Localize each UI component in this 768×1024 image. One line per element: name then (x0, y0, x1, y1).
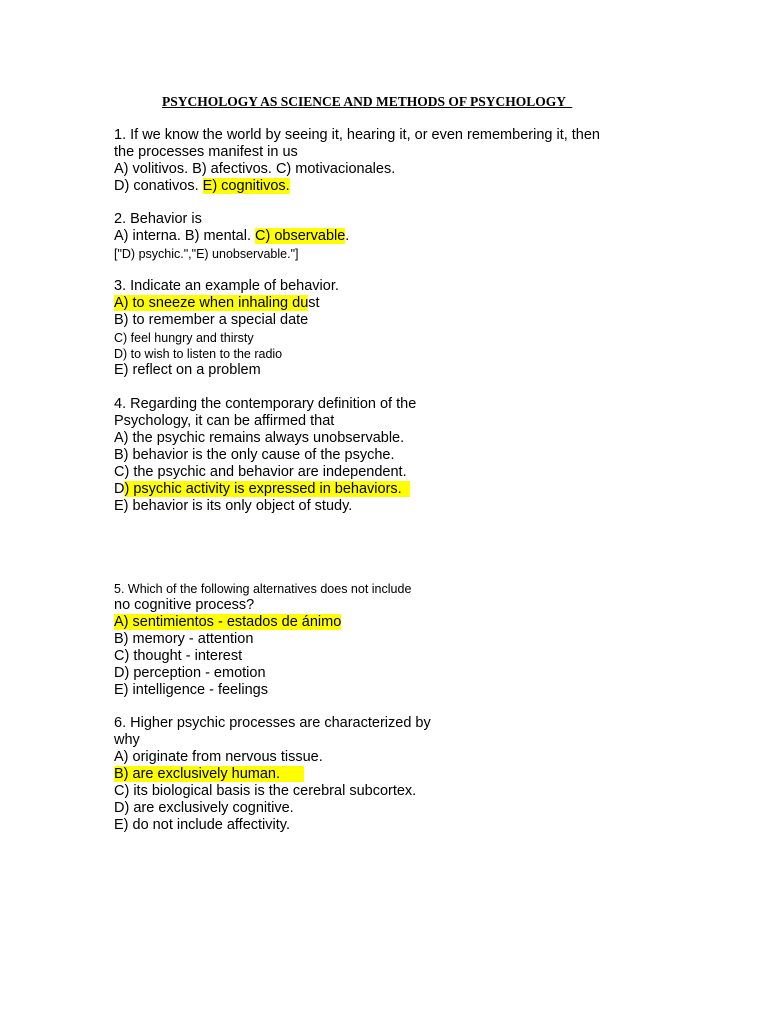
question-4-option-d-letter: D (114, 481, 125, 497)
question-4-option-b: B) behavior is the only cause of the psyche. (114, 447, 395, 463)
question-4-answer-line (114, 481, 410, 498)
question-4-option-c: C) the psychic and behavior are independent. (114, 464, 407, 480)
question-4-option-e: E) behavior is its only object of study. (114, 498, 353, 514)
question-6-stem-line-1: 6. Higher psychic processes are characterized by (114, 715, 431, 731)
question-2-highlighted-answer: C) observable (255, 228, 346, 244)
question-2-extra-options: ["D) psychic.","E) unobservable."] (114, 247, 299, 261)
question-1-options-line: A) volitivos. B) afectivos. C) motivacionales. (114, 161, 396, 177)
question-6-stem-line-2: why (114, 732, 140, 748)
question-4-option-a: A) the psychic remains always unobservable. (114, 430, 405, 446)
question-3-answer-rest: st (308, 295, 320, 311)
question-6-option-c: C) its biological basis is the cerebral subcortex. (114, 783, 417, 799)
question-2-stem: 2. Behavior is (114, 211, 202, 227)
question-6-answer-line (114, 766, 304, 783)
question-3-answer-line (114, 295, 320, 312)
document-title (162, 94, 572, 110)
question-1-stem-line-2: the processes manifest in us (114, 144, 298, 160)
question-6-option-e: E) do not include affectivity. (114, 817, 290, 833)
question-6-option-a: A) originate from nervous tissue. (114, 749, 323, 765)
question-5-stem-line-2: no cognitive process? (114, 597, 255, 613)
question-3-option-b: B) to remember a special date (114, 312, 309, 328)
question-3-option-c: C) feel hungry and thirsty (114, 331, 254, 345)
question-2-options-ab: A) interna. B) mental. (114, 228, 256, 244)
question-1-answer-line (114, 178, 290, 195)
question-2-options-line (114, 228, 349, 245)
question-1-stem-line-1: 1. If we know the world by seeing it, hearing it, or even remembering it, then (114, 127, 600, 143)
question-5-highlighted-answer: A) sentimientos - estados de ánimo (114, 614, 342, 630)
title-text: PSYCHOLOGY AS SCIENCE AND METHODS OF PSYCHOLOGY (162, 94, 566, 109)
question-5-option-b: B) memory - attention (114, 631, 254, 647)
question-3-option-d: D) to wish to listen to the radio (114, 347, 283, 361)
question-3-stem: 3. Indicate an example of behavior. (114, 278, 339, 294)
question-1-highlighted-answer: E) cognitivos. (202, 178, 290, 194)
question-6-highlighted-answer: B) are exclusively human. (114, 766, 305, 782)
question-4-highlighted-answer: ) psychic activity is expressed in behaviors. (124, 481, 410, 497)
question-3-highlighted-answer: A) to sneeze when inhaling du (114, 295, 309, 311)
question-5-option-d: D) perception - emotion (114, 665, 266, 681)
question-3-option-e: E) reflect on a problem (114, 362, 261, 378)
question-4-stem-line-1: 4. Regarding the contemporary definition of the (114, 396, 417, 412)
question-5-option-c: C) thought - interest (114, 648, 243, 664)
question-5-stem-line-1: 5. Which of the following alternatives does not include (114, 582, 412, 596)
question-5-option-e: E) intelligence - feelings (114, 682, 268, 698)
question-6-option-d: D) are exclusively cognitive. (114, 800, 294, 816)
question-4-stem-line-2: Psychology, it can be affirmed that (114, 413, 335, 429)
question-1-option-d: D) conativos. (114, 178, 203, 194)
question-5-answer-line (114, 614, 341, 631)
title-underline-tail (566, 94, 573, 109)
question-2-period: . (345, 228, 350, 244)
